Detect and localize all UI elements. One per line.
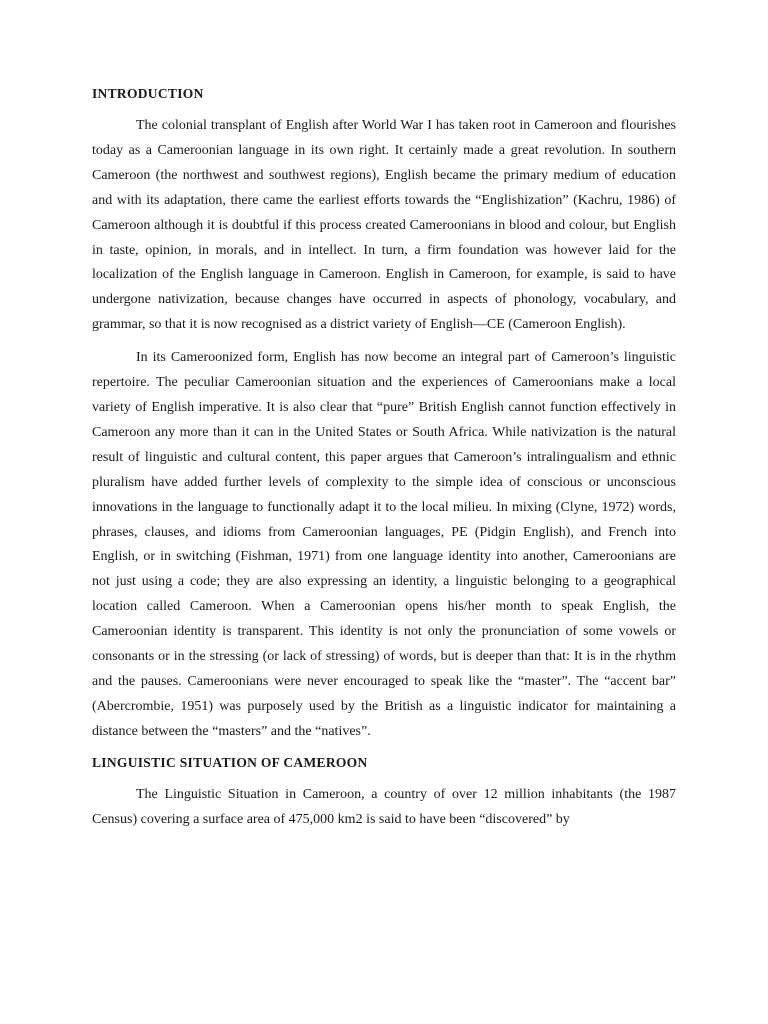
section-heading-introduction: INTRODUCTION [92,86,204,101]
paragraph: The colonial transplant of English after World War I has taken root in Cameroon and flourishes today as a Cameroonian language in its own right. It certainly made a great revolution. In southern Cameroon (the northwest and southwest regions), English became the primary medium of education and with its adaptation, there came the earliest efforts towards the “Englishization” (Kachru, 1986) of Cameroon although it is doubtful if this process created Cameroonians in blood and colour, but English in taste, opinion, in morals, and in intellect. In turn, a firm foundation was however laid for the localization of the English language in Cameroon. English in Cameroon, for example, is said to have undergone nativization, because changes have occurred in aspects of phonology, vocabulary, and grammar, so that it is now recognised as a district variety of English—CE (Cameroon English). [92,118,676,333]
section-heading-linguistic-situation: LINGUISTIC SITUATION OF CAMEROON [92,754,368,770]
paragraph: In its Cameroonized form, English has now become an integral part of Cameroon’s linguistic repertoire. The peculiar Cameroonian situation and the experiences of Cameroonians make a local variety of English imperative. It is also clear that “pure” British English cannot function effectively in Cameroon any more than it can in the United States or South Africa. While nativization is the natural result of linguistic and cultural content, this paper argues that Cameroon’s intralingualism and ethnic pluralism have added further levels of complexity to the simple idea of conscious or unconscious innovations in the language to functionally adapt it to the local milieu. In mixing (Clyne, 1972) words, phrases, clauses, and idioms from Cameroonian languages, PE (Pidgin English), and French into English, or in switching (Fishman, 1971) from one language identity into another, Cameroonians are not just using a code; they are also expressing an identity, a linguistic belonging to a geographical location called Cameroon. When a Cameroonian opens his/her month to speak English, the Cameroonian identity is transparent. This identity is not only the pronunciation of some vowels or consonants or in the stressing (or lack of stressing) of words, but is deeper than that: It is in the rhythm and the pauses. Cameroonians were never encouraged to speak like the “master”. The “accent bar” (Abercrombie, 1951) was purposely used by the British as a linguistic indicator for maintaining a distance between the “masters” and the “natives”. [92,350,676,739]
document-body [92,84,676,840]
paragraph: The Linguistic Situation in Cameroon, a country of over 12 million inhabitants (the 1987 Census) covering a surface area of 475,000 km2 is said to have been “discovered” by [92,786,676,827]
